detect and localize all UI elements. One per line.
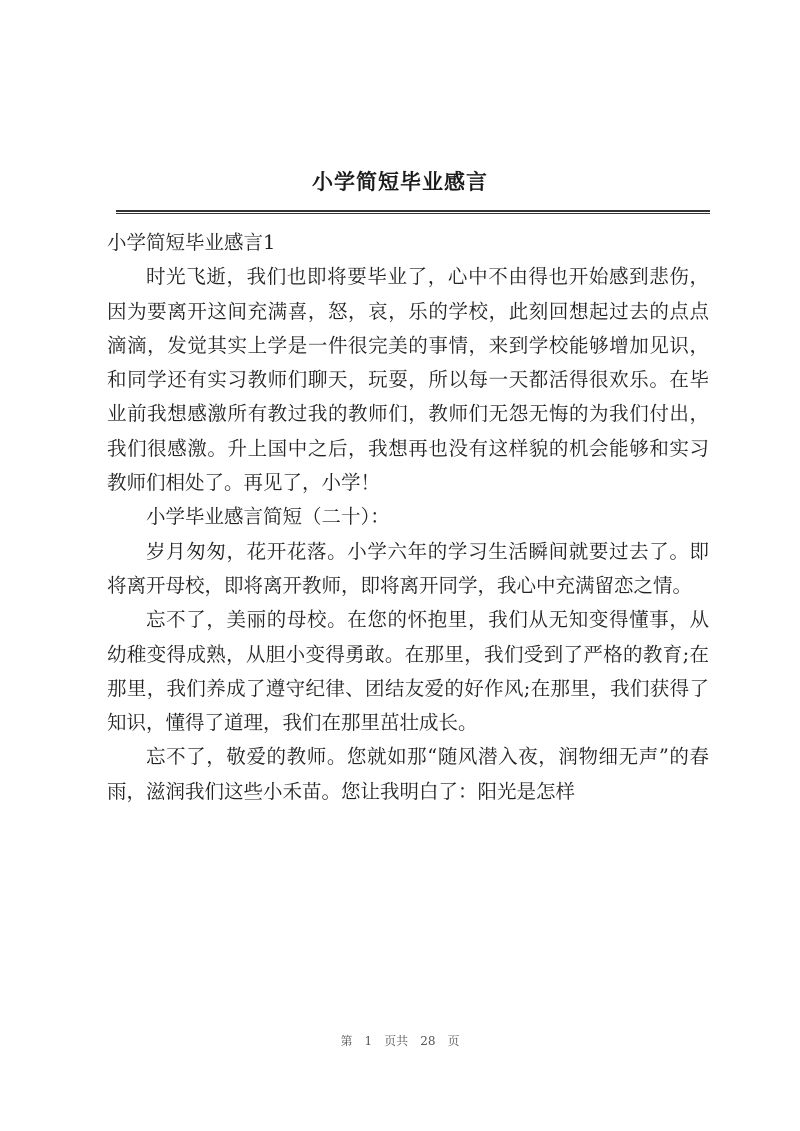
- paragraph-2: 小学毕业感言简短（二十）：: [146, 505, 390, 529]
- paragraph-1: 时光飞逝，我们也即将要毕业了，心中不由得也开始感到悲伤，因为要离开这间充满喜，怒，哀，乐的学校，此刻回想起过去的点点滴滴，发觉其实上学是一件很完美的事情，来到学校能够增加见识，和同学还有实习教师们聊天，玩耍，所以每一天都活得很欢乐。在毕业前我想感激所有教过我的教师们，教师们无怨无悔的为我们付出，我们很感激。升上国中之后，我想再也没有这样貌的机会能够和实习教师们相处了。再见了，小学！: [107, 265, 709, 495]
- title-divider: [116, 210, 710, 214]
- footer-current-page: 1: [364, 1034, 373, 1048]
- footer-mid: 页共: [384, 1034, 409, 1048]
- paragraph-4: 忘不了，美丽的母校。在您的怀抱里，我们从无知变得懂事，从幼稚变得成熟，从胆小变得勇敢。在那里，我们受到了严格的教育;在那里，我们养成了遵守纪律、团结友爱的好作风;在那里，我们获得了知识，懂得了道理，我们在那里茁壮成长。: [107, 608, 709, 735]
- paragraph-5: 忘不了，敬爱的教师。您就如那“随风潜入夜，润物细无声”的春雨，滋润我们这些小禾苗。您让我明白了：阳光是怎样: [107, 745, 709, 803]
- footer-total-pages: 28: [420, 1034, 436, 1048]
- footer-prefix: 第: [340, 1034, 353, 1048]
- document-title: 小学简短毕业感言: [312, 169, 488, 194]
- page-footer: [0, 1032, 800, 1049]
- footer-suffix: 页: [447, 1034, 460, 1048]
- section-heading: 小学简短毕业感言1: [107, 231, 276, 254]
- document-body: [107, 226, 709, 809]
- paragraph-3: 岁月匆匆，花开花落。小学六年的学习生活瞬间就要过去了。即将离开母校，即将离开教师，即将离开同学，我心中充满留恋之情。: [107, 539, 709, 597]
